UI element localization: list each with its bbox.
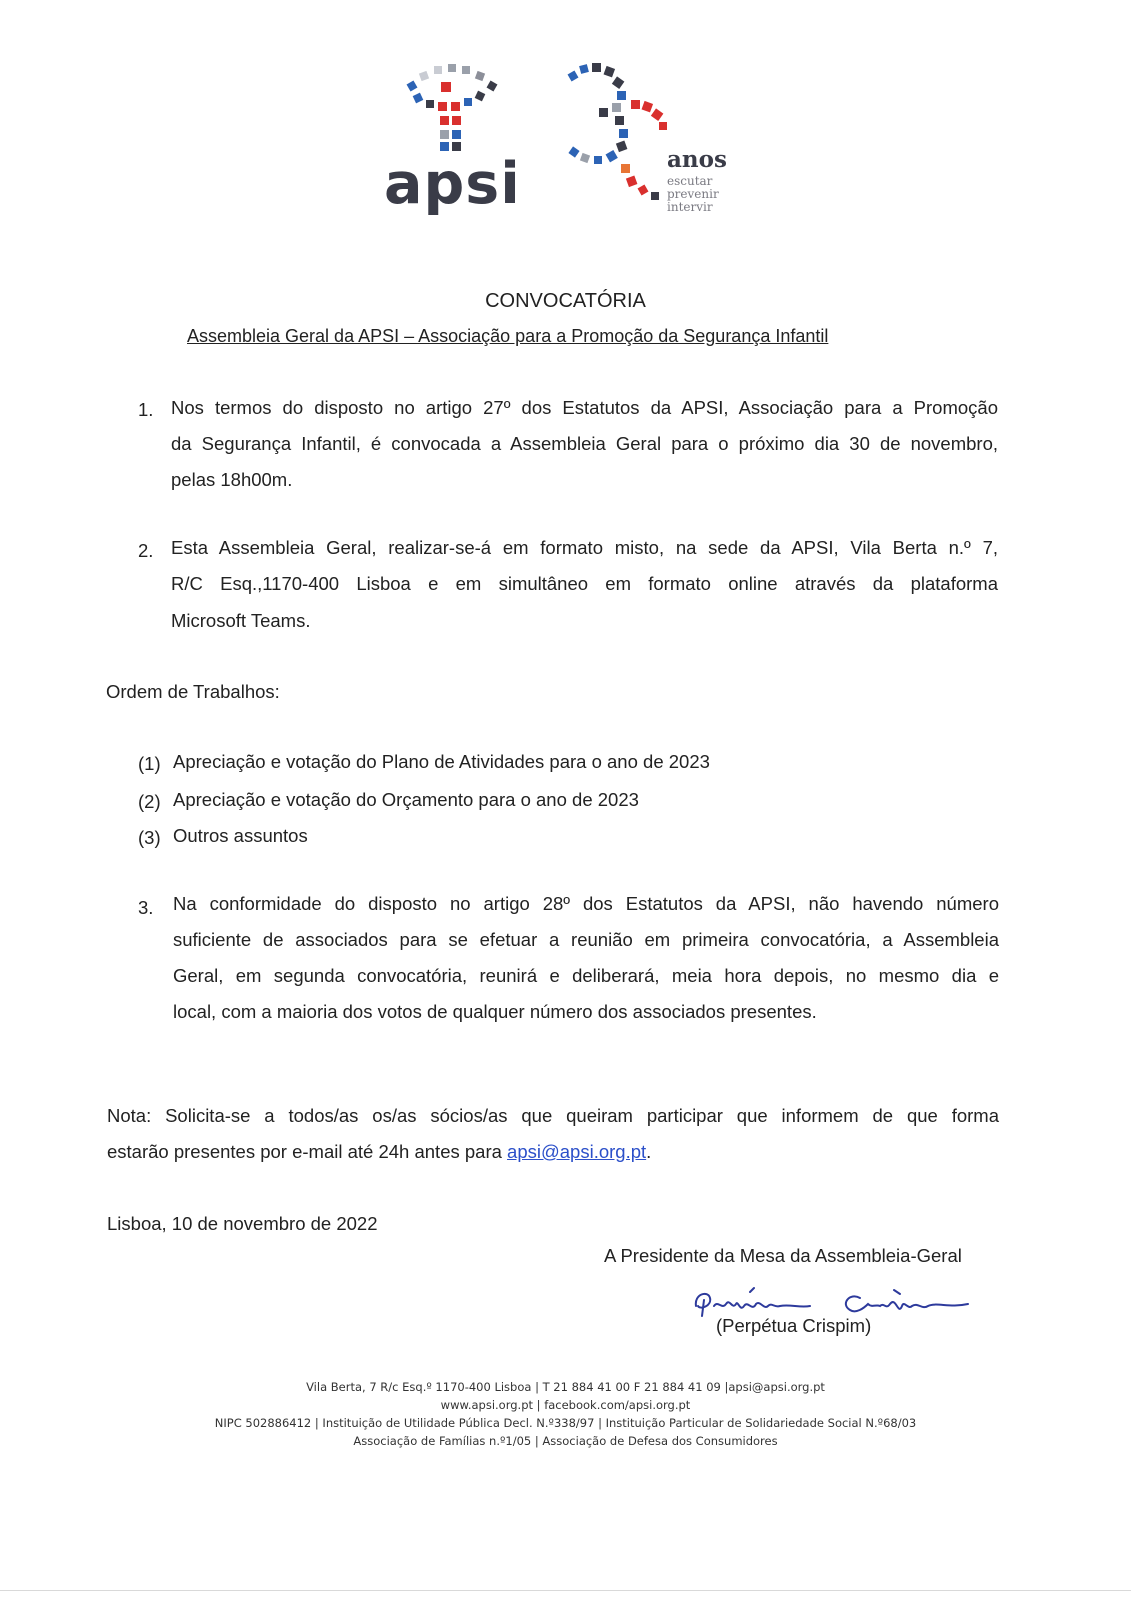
apsi-wordmark: apsi [384,151,521,217]
agenda-item-1-number: (1) [138,753,161,774]
agenda-heading: Ordem de Trabalhos: [106,681,280,702]
tagline-prevenir: prevenir [667,187,719,201]
tagline-escutar: escutar [667,174,713,188]
document-title: CONVOCATÓRIA [485,290,646,312]
agenda-item-1-text: Apreciação e votação do Plano de Atividades para o ano de 2023 [173,751,710,772]
note-line-2 [107,1134,651,1170]
footer [0,1378,1131,1450]
date-line: Lisboa, 10 de novembro de 2022 [107,1213,378,1234]
agenda-item-3-number: (3) [138,827,161,848]
point-1-line-3: pelas 18h00m. [171,469,293,490]
point-3-line-4: local, com a maioria dos votos de qualquer número dos associados presentes. [173,1001,817,1022]
point-3-line-1: Na conformidade do disposto no artigo 28º dos Estatutos da APSI, não havendo número [173,893,999,914]
point-2-number: 2. [138,540,154,561]
point-3-line-3: Geral, em segunda convocatória, reunirá e deliberará, meia hora depois, no mesmo dia e [173,965,999,986]
signatory-role: A Presidente da Mesa da Assembleia-Geral [604,1245,962,1266]
point-1-line-2: da Segurança Infantil, é convocada a Assembleia Geral para o próximo dia 30 de novembro, [171,433,998,454]
point-2-line-3: Microsoft Teams. [171,610,311,631]
email-link[interactable]: apsi@apsi.org.pt [507,1141,647,1162]
note-line-2-prefix: estarão presentes por e-mail até 24h antes para [107,1141,508,1162]
point-3-number: 3. [138,897,154,918]
footer-web: www.apsi.org.pt | facebook.com/apsi.org.pt [440,1398,691,1412]
signatory-name: (Perpétua Crispim) [716,1315,872,1336]
page-bottom-rule [0,1590,1131,1591]
agenda-item-2-number: (2) [138,791,161,812]
anniversary-unit-label: anos [667,146,727,173]
apsi-logo [384,60,521,230]
agenda-item-3-text: Outros assuntos [173,825,308,846]
apsi-logo-mark-icon [394,60,504,165]
document-subtitle: Assembleia Geral da APSI – Associação para a Promoção da Segurança Infantil [187,326,829,346]
note-line-2-suffix: . [646,1141,652,1162]
footer-associations: Associação de Famílias n.º1/05 | Associação de Defesa dos Consumidores [353,1434,778,1448]
point-2-line-2: R/C Esq.,1170-400 Lisboa e em simultâneo em formato online através da plataforma [171,573,998,594]
point-2-line-1: Esta Assembleia Geral, realizar-se-á em formato misto, na sede da APSI, Vila Berta n.º 7, [171,537,998,558]
thirty-years-mark-icon [567,58,667,218]
point-3-line-2: suficiente de associados para se efetuar a reunião em primeira convocatória, a Assembleia [173,929,999,950]
point-1-number: 1. [138,399,154,420]
footer-address: Vila Berta, 7 R/c Esq.º 1170-400 Lisboa | T 21 884 41 00 F 21 884 41 09 |apsi@apsi.org.pt [306,1380,825,1394]
anniversary-logo [567,58,737,228]
note-line-1: Nota: Solicita-se a todos/as os/as sócios/as que queiram participar que informem de que forma [107,1105,999,1126]
point-1-line-1: Nos termos do disposto no artigo 27º dos Estatutos da APSI, Associação para a Promoção [171,397,998,418]
tagline-intervir: intervir [667,200,713,214]
footer-registration: NIPC 502886412 | Instituição de Utilidade Pública Decl. N.º338/97 | Instituição Particular de Solidariedade Social N.º68/03 [214,1416,917,1430]
agenda-item-2-text: Apreciação e votação do Orçamento para o ano de 2023 [173,789,639,810]
